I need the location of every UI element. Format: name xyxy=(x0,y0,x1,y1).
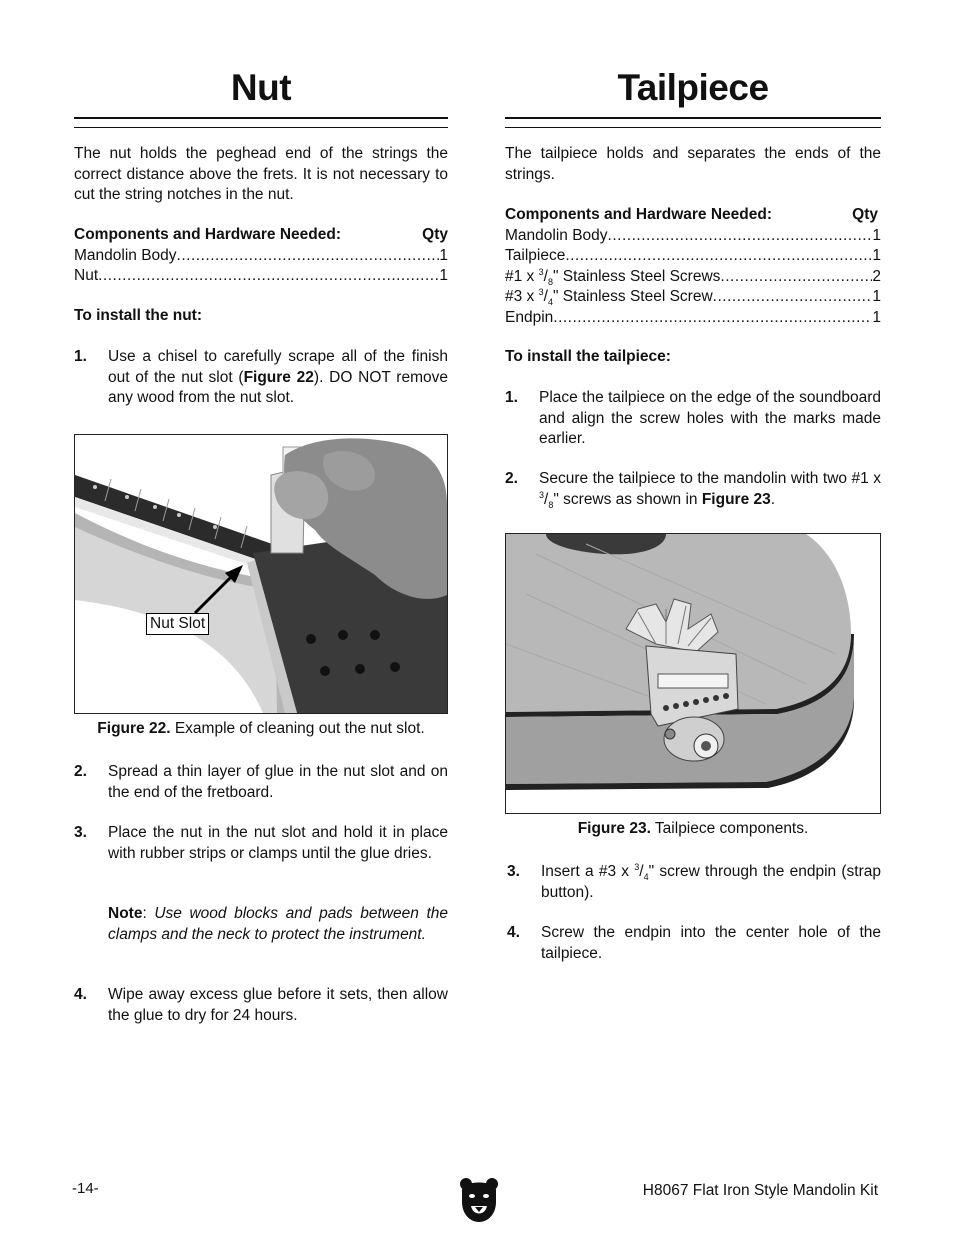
nut-components-header xyxy=(74,225,448,246)
components-header-label: Components and Hardware Needed: xyxy=(505,206,772,223)
nut-step-3: 3. Place the nut in the nut slot and hold it in place with rubber strips or clamps until the glue dries. xyxy=(74,824,448,862)
tailpiece-components-list xyxy=(505,205,881,328)
page-number: -14- xyxy=(72,1180,99,1197)
nut-note: Note: Use wood blocks and pads between the clamps and the neck to protect the instrument. xyxy=(108,905,448,943)
tailpiece-components-header xyxy=(505,205,881,226)
title-rule-thin xyxy=(505,127,881,128)
list-item: Endpin ..... 1 xyxy=(505,308,881,329)
nut-intro-block xyxy=(74,144,448,206)
figure-23-photo xyxy=(505,533,881,814)
mandolin-neck-illustration xyxy=(75,435,447,713)
tailpiece-install-heading: To install the tailpiece: xyxy=(505,348,671,365)
components-header-label: Components and Hardware Needed: xyxy=(74,226,341,243)
tailpiece-title: Tailpiece xyxy=(617,67,769,108)
nut-step-4: 4. Wipe away excess glue before it sets, then allow the glue to dry for 24 hours. xyxy=(74,986,448,1024)
list-item: Mandolin Body ..... 1 xyxy=(505,226,881,247)
nut-components-list xyxy=(74,225,448,287)
figure-22-photo xyxy=(74,434,448,714)
list-item: Nut ..... 1 xyxy=(74,266,448,287)
list-item: Mandolin Body ..... 1 xyxy=(74,246,448,267)
nut-install-heading: To install the nut: xyxy=(74,307,203,324)
qty-header-label: Qty xyxy=(852,206,878,223)
figure-23-caption: Figure 23. Tailpiece components. xyxy=(577,820,809,837)
nut-intro: The nut holds the peghead end of the strings the correct distance above the frets. It is not necessary to cut the string notches in the nut. xyxy=(74,145,448,203)
product-name: H8067 Flat Iron Style Mandolin Kit xyxy=(642,1182,878,1199)
list-item: #3 x $^3/_4$" Stainless Steel Screw ..... 1 xyxy=(505,287,881,308)
nut-step-1: 1. Use a chisel to carefully scrape all of the finish out of the nut slot (Figure 22). DO NOT remove any wood from the nut slot. xyxy=(74,348,448,406)
list-item: Tailpiece ..... 1 xyxy=(505,246,881,267)
bear-head-icon xyxy=(458,1176,500,1222)
tailpiece-step-2: 2. Secure the tailpiece to the mandolin with two #1 x $^3/_8$" screws as shown in Figure 23. xyxy=(505,470,881,510)
list-item: #1 x $^3/_8$" Stainless Steel Screws ..... 2 xyxy=(505,267,881,288)
figure-22-caption: Figure 22. Example of cleaning out the nut slot. xyxy=(97,720,425,737)
title-rule-thick xyxy=(74,117,448,119)
mandolin-tailpiece-illustration xyxy=(506,534,880,813)
title-rule-thick xyxy=(505,117,881,119)
tailpiece-intro-block xyxy=(505,144,881,185)
nut-title: Nut xyxy=(230,67,292,108)
tailpiece-step-3: 3. Insert a #3 x $^3/_4$" screw through the endpin (strap button). xyxy=(507,861,882,901)
qty-header-label: Qty xyxy=(422,226,448,243)
tailpiece-intro: The tailpiece holds and separates the ends of the strings. xyxy=(505,145,881,183)
tailpiece-step-1: 1. Place the tailpiece on the edge of the soundboard and align the screw holes with the marks made earlier. xyxy=(505,389,881,447)
nut-step-2: 2. Spread a thin layer of glue in the nut slot and on the end of the fretboard. xyxy=(74,763,448,801)
tailpiece-step-4: 4. Screw the endpin into the center hole of the tailpiece. xyxy=(507,924,881,962)
title-rule-thin xyxy=(74,127,448,128)
nut-slot-callout: Nut Slot xyxy=(146,613,209,635)
